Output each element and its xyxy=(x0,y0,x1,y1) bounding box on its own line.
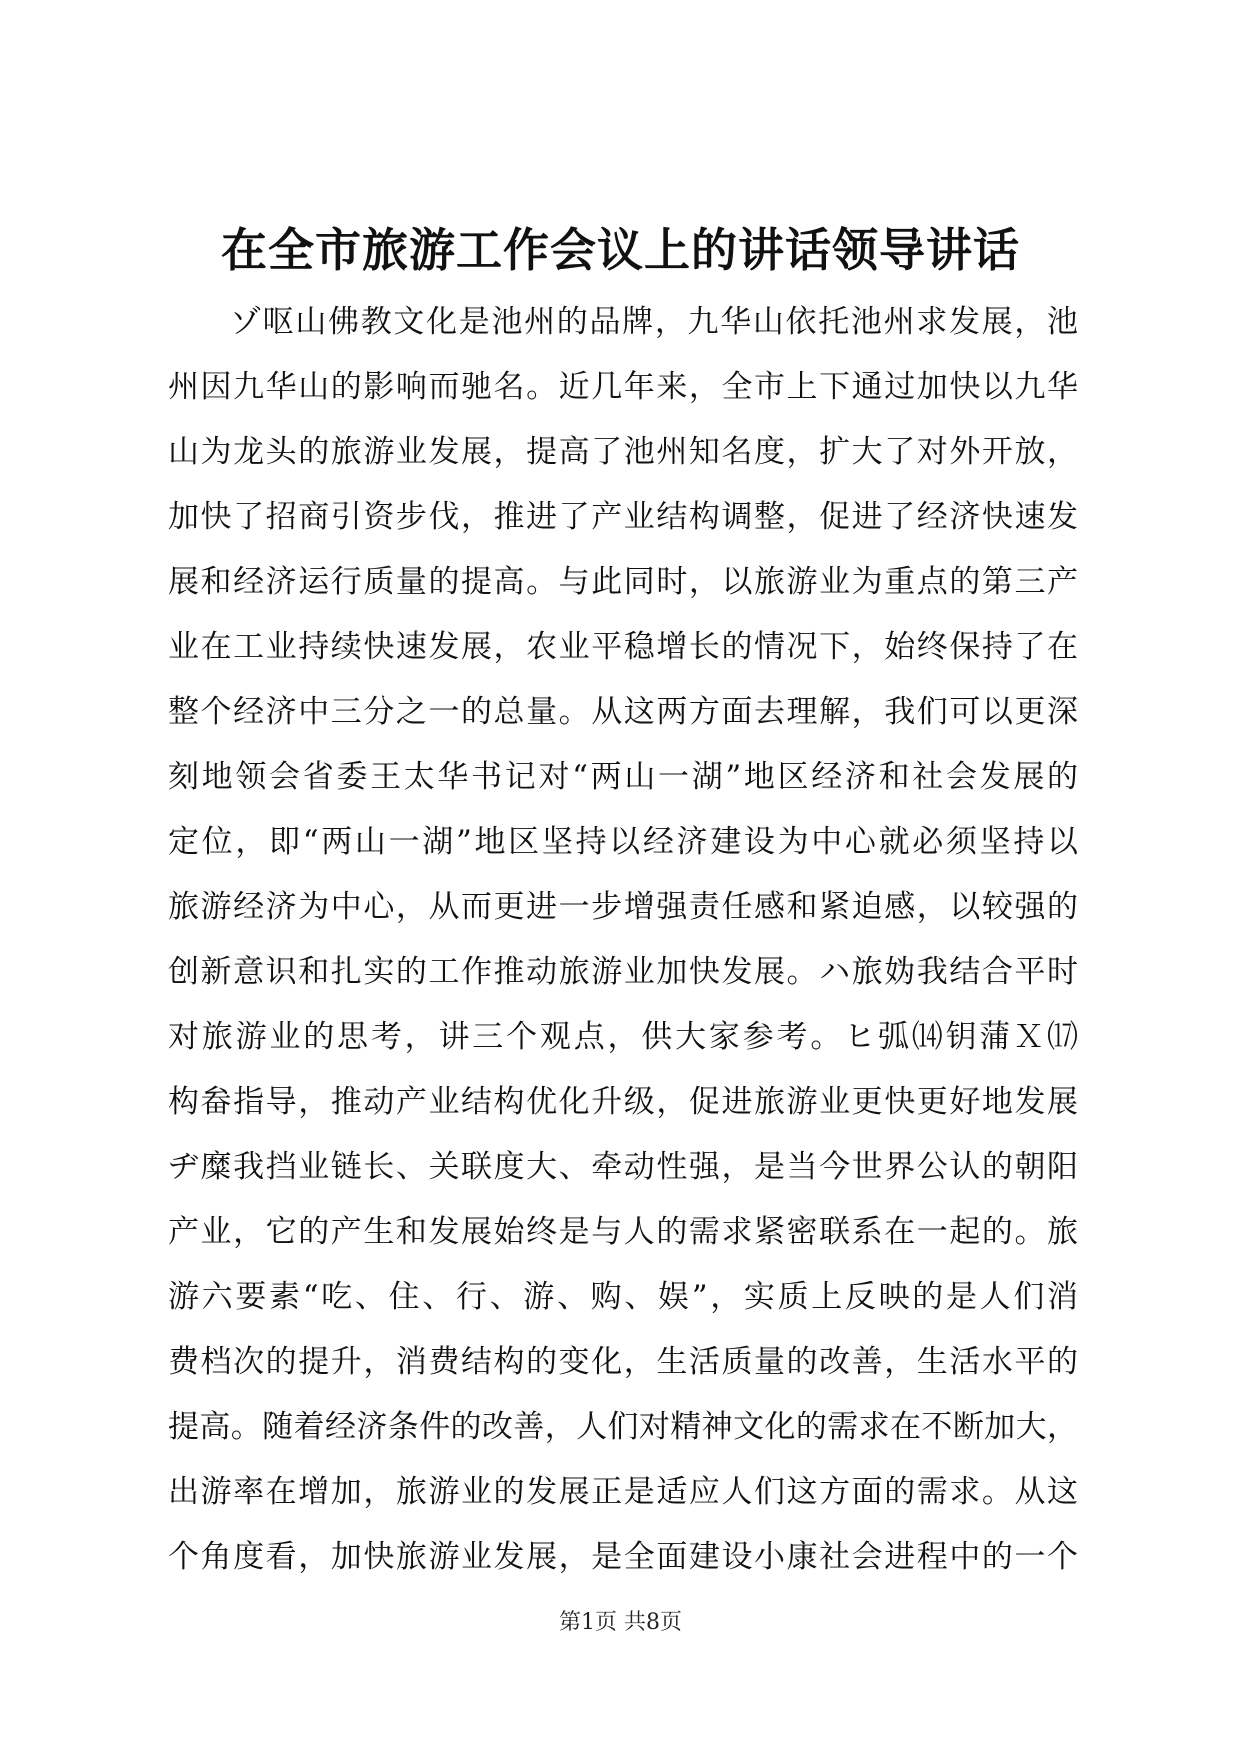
body-line: 加快了招商引资步伐，推进了产业结构调整，促进了经济快速发 xyxy=(168,499,1078,535)
document-body xyxy=(168,290,1078,1590)
body-line: 刻地领会省委王太华书记对“两山一湖”地区经济和社会发展的 xyxy=(168,759,1078,795)
body-line: 个角度看，加快旅游业发展，是全面建设小康社会进程中的一个 xyxy=(168,1539,1078,1575)
body-line: 产业，它的产生和发展始终是与人的需求紧密联系在一起的。旅 xyxy=(168,1214,1078,1250)
body-line: 旅游经济为中心，从而更进一步增强责任感和紧迫感，以较强的 xyxy=(168,889,1078,925)
body-line: ゾ呕山佛教文化是池州的品牌，九华山依托池州求发展，池 xyxy=(230,304,1078,340)
body-line: 出游率在增加，旅游业的发展正是适应人们这方面的需求。从这 xyxy=(168,1474,1078,1510)
body-line: 游六要素“吃、住、行、游、购、娱”，实质上反映的是人们消 xyxy=(168,1279,1078,1315)
body-line: ヂ糜我挡业链长、关联度大、牵动性强，是当今世界公认的朝阳 xyxy=(168,1149,1078,1185)
body-line: 创新意识和扎实的工作推动旅游业加快发展。ハ旅妫我结合平时 xyxy=(168,954,1078,990)
body-line: 对旅游业的思考，讲三个观点，供大家参考。ヒ弧⒁钥蒲Ｘ⒄ xyxy=(168,1019,1078,1055)
body-line: 提高。随着经济条件的改善，人们对精神文化的需求在不断加大， xyxy=(168,1409,1078,1445)
body-line: 州因九华山的影响而驰名。近几年来，全市上下通过加快以九华 xyxy=(168,369,1078,405)
body-line: 展和经济运行质量的提高。与此同时，以旅游业为重点的第三产 xyxy=(168,564,1078,600)
body-line: 山为龙头的旅游业发展，提高了池州知名度，扩大了对外开放， xyxy=(168,434,1078,470)
page-number-footer: 第1页 共8页 xyxy=(559,1610,682,1635)
body-line: 构畚指导，推动产业结构优化升级，促进旅游业更快更好地发展 xyxy=(168,1084,1078,1120)
body-line: 业在工业持续快速发展，农业平稳增长的情况下，始终保持了在 xyxy=(168,629,1078,665)
body-line: 整个经济中三分之一的总量。从这两方面去理解，我们可以更深 xyxy=(168,694,1078,730)
body-line: 定位，即“两山一湖”地区坚持以经济建设为中心就必须坚持以 xyxy=(168,824,1078,860)
body-line: 费档次的提升，消费结构的变化，生活质量的改善，生活水平的 xyxy=(168,1344,1078,1380)
document-title: 在全市旅游工作会议上的讲话领导讲话 xyxy=(221,223,1020,277)
